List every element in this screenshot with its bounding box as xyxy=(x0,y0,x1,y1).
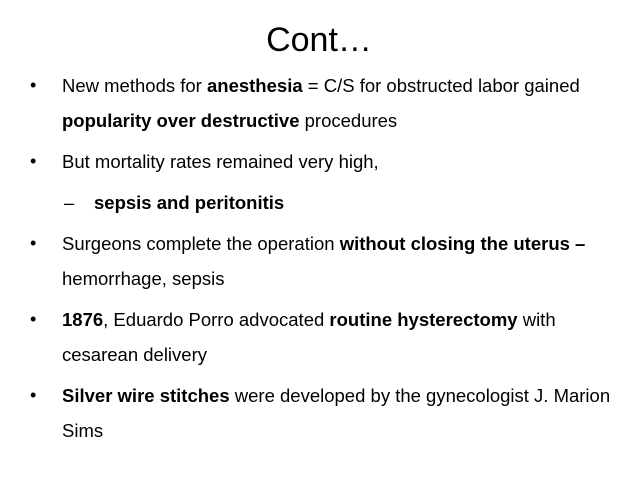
bullet-list xyxy=(30,68,620,454)
bullet-text-bold: Silver wire stitches xyxy=(62,385,230,406)
bullet-text: with cesarean delivery xyxy=(62,309,556,365)
bullet-text: But mortality rates remained very high, xyxy=(62,151,379,172)
bullet-text-bold: popularity over destructive xyxy=(62,110,300,131)
bullet-text-bold: 1876 xyxy=(62,309,104,330)
bullet-text: New methods for xyxy=(62,75,207,96)
slide-title: Cont… xyxy=(266,21,372,59)
bullet-text-bold: anesthesia xyxy=(206,75,303,96)
bullet-text: Surgeons complete the operation xyxy=(62,233,340,254)
sub-bullet-text-bold: sepsis and peritonitis xyxy=(94,192,285,213)
bullet-text: hemorrhage, sepsis xyxy=(62,268,225,289)
bullet-text-bold: routine hysterectomy xyxy=(329,309,518,330)
bullet-text: procedures xyxy=(299,110,398,131)
bullet-silver-wire xyxy=(30,378,620,448)
sub-bullet-sepsis xyxy=(30,185,620,220)
bullet-text: = C/S for obstructed labor gained xyxy=(302,75,580,96)
bullet-text: were developed by the gynecologist J. Marion Sims xyxy=(62,385,611,441)
bullet-porro xyxy=(30,302,620,372)
bullet-surgeons xyxy=(30,226,620,296)
bullet-anesthesia xyxy=(30,68,620,138)
bullet-text: , Eduardo Porro advocated xyxy=(103,309,330,330)
bullet-dot-icon: • xyxy=(30,151,37,171)
bullet-dot-icon: • xyxy=(30,75,37,95)
bullet-dot-icon: • xyxy=(30,233,37,253)
bullet-mortality xyxy=(30,144,620,179)
dash-icon: – xyxy=(64,192,75,213)
bullet-dot-icon: • xyxy=(30,309,37,329)
bullet-dot-icon: • xyxy=(30,385,37,405)
bullet-text-bold: without closing the uterus – xyxy=(339,233,586,254)
